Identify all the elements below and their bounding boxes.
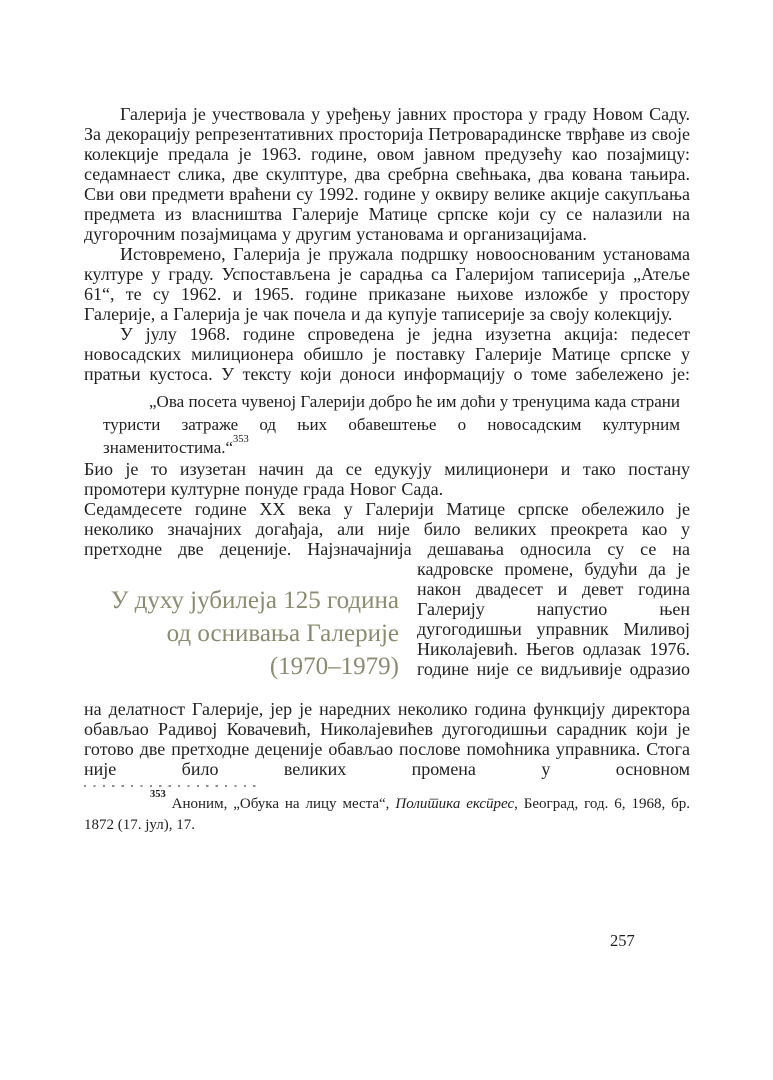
section-heading-line-3: (1970–1979): [269, 653, 399, 680]
section-heading: [84, 584, 399, 699]
page-number: 257: [610, 931, 635, 950]
footnote-353: [84, 789, 690, 835]
body-paragraph-4: Био је то изузетан начин да се едукују милиционери и тако постану промотери културне понуде града Новог Сада.: [84, 459, 690, 499]
footnote-text-tail: , Београд, год. 6, 1968, бр. 1872 (17. јул), 17.: [84, 796, 690, 833]
footnotes-section: [84, 785, 690, 835]
body-paragraph-1: Галерија је учествовала у уређењу јавних простора у граду Новом Саду. За декорацију репрезентативних просторија Петроварадинске тврђаве из своје колекције предала је 1963. године, овом јавном предузећу као позајмицу: седамнаест слика, две скулптуре, два сребрна свећњака, два кована тањира. Сви ови предмети враћени су 1992. године у оквиру велике акције сакупљања предмета из власништва Галерије Матице српске који су се налазили на дугорочним позајмицама у другим установама и организацијама.: [84, 104, 690, 244]
body-paragraph-3: У јулу 1968. године спроведена је једна изузетна акција: педесет новосадских милиционера обишло је поставку Галерије Матице српске у пратњи кустоса. У тексту који доноси информацију о томе забележено је:: [84, 324, 690, 384]
body-paragraph-wrap-column: кадровске промене, будући да је након двадесет и девет година Галерију напустио њен дугогодишњи управник Миливој Николајевић. Његов одлазак 1976. године није се видљивије одразио: [417, 559, 690, 679]
block-quote-text: „Ова посета чувеној Галерији добро ће им доћи у тренуцима када страни туристи затраже од њих обавештење о новосадским културним знаменитостима.“: [103, 392, 680, 457]
section-heading-line-1: У духу јубилеја 125 година: [110, 587, 399, 614]
footnote-reference: 353: [233, 433, 249, 445]
body-paragraph-5: Седамдесете године XX века у Галерији Матице српске обележило је неколико значајних догађаја, али није било великих преокрета као у претходне две деценије. Најзначајнија дешавања односила су се на: [84, 499, 690, 559]
section-heading-line-2: од оснивања Галерије: [166, 620, 399, 647]
body-paragraph-2: Истовремено, Галерија је пружала подршку новооснованим установама културе у граду. Успостављена је сарадња са Галеријом таписерија „Атеље 61“, те су 1962. и 1965. године приказане њихове изложбе у простору Галерије, а Галерија је чак почела и да купује таписерије за своју колекцију.: [84, 244, 690, 324]
footnote-text: Аноним, „Обука на лицу места“,: [165, 796, 396, 812]
block-quote: [103, 390, 680, 459]
heading-wrap-row: [84, 559, 690, 699]
footnote-journal-title: Политика експрес: [395, 796, 515, 812]
body-paragraph-6: на делатност Галерије, јер је наредних неколико година функцију директора обављао Радивој Ковачевић, Николајевићев дугогодишњи сарадник који је готово две претходне деценије обављао послове помоћника управника. Стога није било великих промена у основном: [84, 699, 690, 779]
footnote-number: 353: [150, 789, 166, 801]
footnote-separator: [84, 785, 262, 787]
text-block: [84, 104, 690, 835]
